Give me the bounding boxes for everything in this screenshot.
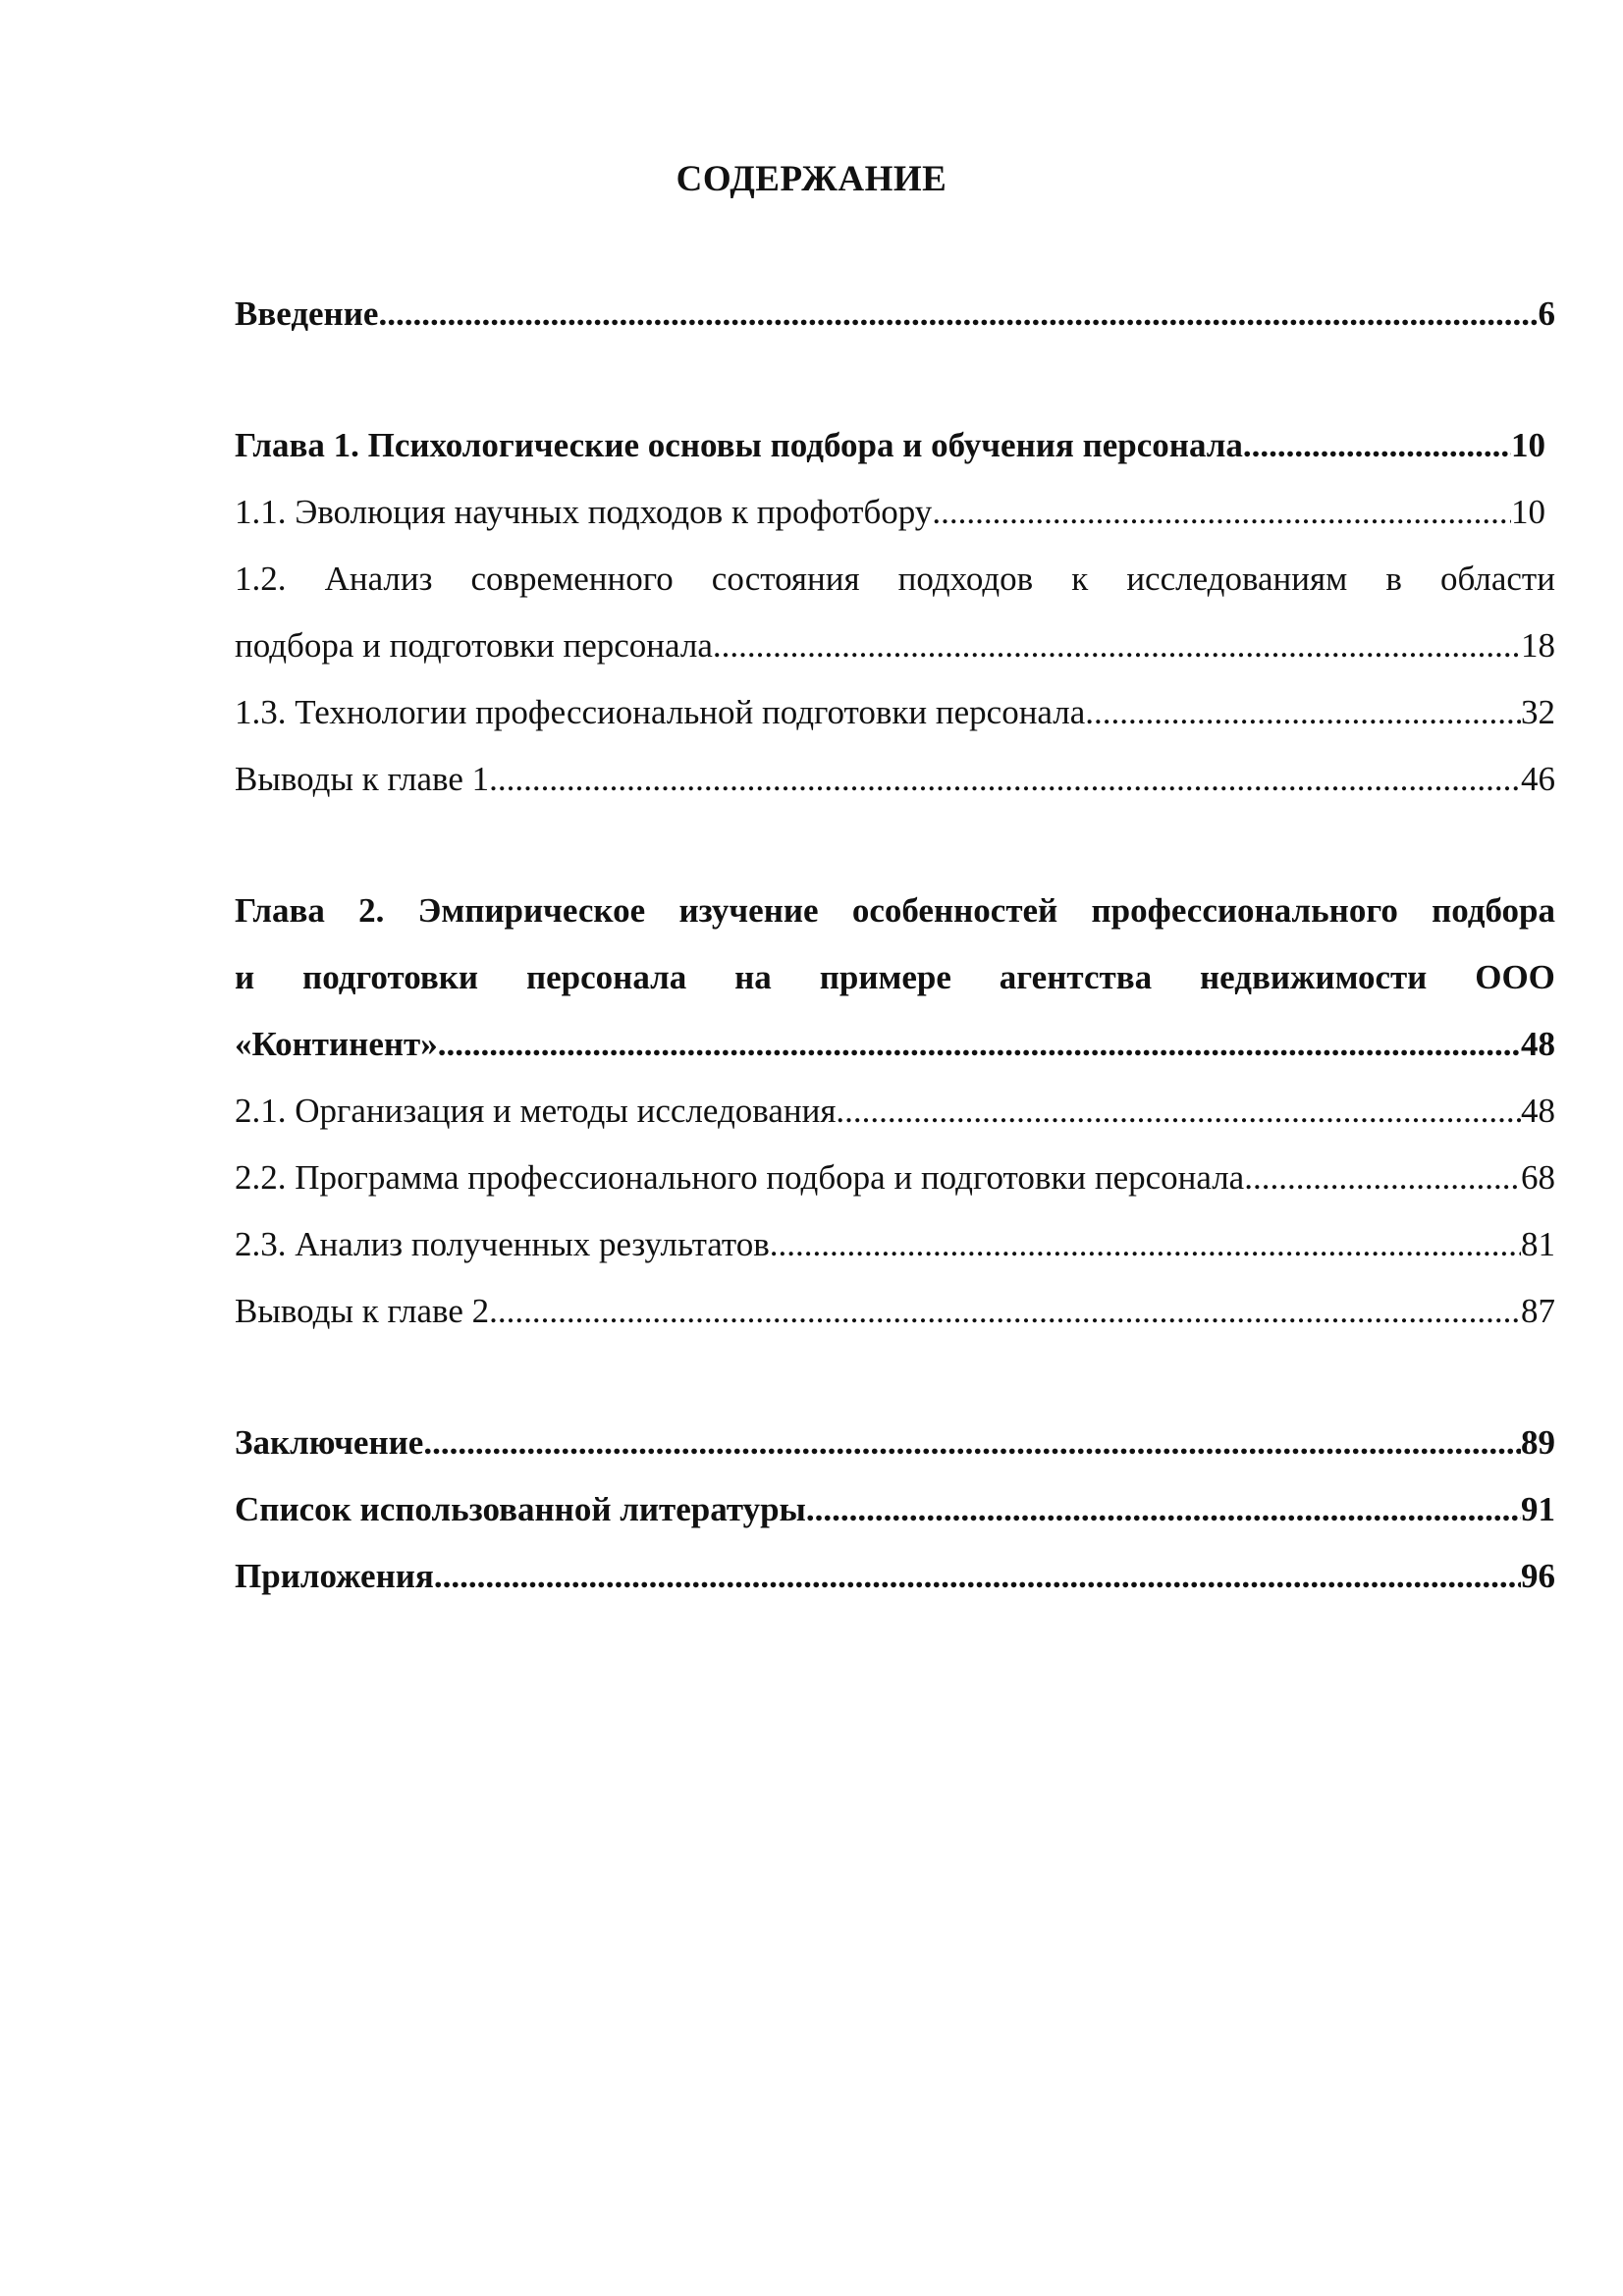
dot-leader xyxy=(489,1278,1521,1345)
toc-entry-label: 2.1. Организация и методы исследования xyxy=(235,1092,837,1130)
dot-leader xyxy=(770,1211,1521,1278)
toc-entry-chapter-1[interactable] xyxy=(235,412,1545,479)
toc-page-number: 81 xyxy=(1521,1225,1555,1263)
word: Эмпирическое xyxy=(417,891,646,930)
word: подготовки xyxy=(302,958,479,996)
word: Анализ xyxy=(324,560,433,598)
word: персонала xyxy=(525,958,687,996)
toc-entry-label: 2.2. Программа профессионального подбора и подготовки персонала xyxy=(235,1158,1245,1197)
toc-page-number: 32 xyxy=(1521,693,1555,731)
page-title: СОДЕРЖАНИЕ xyxy=(676,159,947,199)
dot-leader xyxy=(438,1011,1521,1078)
word: области xyxy=(1439,560,1555,598)
dot-leader xyxy=(434,1543,1521,1610)
toc-entry-label: Приложения xyxy=(235,1557,434,1595)
word: изучение xyxy=(678,891,819,930)
dot-leader xyxy=(489,746,1521,813)
dot-leader xyxy=(1085,679,1521,746)
toc-entry-label: Введение xyxy=(235,294,379,333)
dot-leader xyxy=(932,479,1511,546)
dot-leader xyxy=(1244,1145,1521,1211)
toc-entry-references[interactable] xyxy=(235,1476,1555,1543)
toc-entry-label: Выводы к главе 2 xyxy=(235,1292,490,1330)
toc-entry-section-2-3[interactable] xyxy=(235,1211,1555,1278)
toc-page-number: 68 xyxy=(1521,1158,1555,1197)
toc-entry-label: 1.1. Эволюция научных подходов к профотбору xyxy=(235,493,933,531)
toc-page-number: 87 xyxy=(1521,1292,1555,1330)
dot-leader xyxy=(836,1078,1521,1145)
toc-page-number: 89 xyxy=(1521,1423,1555,1462)
toc-entry-intro[interactable] xyxy=(235,281,1555,347)
toc-entry-label: подбора и подготовки персонала xyxy=(235,626,713,665)
toc-entry-section-1-3[interactable] xyxy=(235,679,1555,746)
toc-entry-section-2-2[interactable] xyxy=(235,1145,1555,1211)
word: особенностей xyxy=(851,891,1058,930)
word: профессионального xyxy=(1091,891,1398,930)
toc-entry-label: Заключение xyxy=(235,1423,424,1462)
toc-entry-section-1-1[interactable] xyxy=(235,479,1545,546)
toc-entry-section-2-1[interactable] xyxy=(235,1078,1555,1145)
toc-entry-section-1-2-line-1[interactable] xyxy=(235,546,1555,613)
toc-page-number: 48 xyxy=(1521,1092,1555,1130)
toc-page-number: 96 xyxy=(1521,1557,1555,1595)
dot-leader xyxy=(1243,412,1511,479)
toc-entry-label: Выводы к главе 1 xyxy=(235,760,490,798)
word: 2. xyxy=(358,891,385,930)
toc-entry-chapter-2-line-3[interactable] xyxy=(235,1011,1555,1078)
toc-page-number: 48 xyxy=(1521,1025,1555,1063)
toc-entry-section-1-2-line-2[interactable] xyxy=(235,613,1555,679)
word: современного xyxy=(470,560,674,598)
toc-entry-label: Список использованной литературы xyxy=(235,1490,806,1528)
toc-entry-label: 2.3. Анализ полученных результатов xyxy=(235,1225,770,1263)
toc-entry-label: 1.3. Технологии профессиональной подготовки персонала xyxy=(235,693,1086,731)
toc-entry-label: Глава 1. Психологические основы подбора и обучения персонала xyxy=(235,426,1243,464)
word: и xyxy=(235,958,255,996)
toc-entry-chapter-1-conclusions[interactable] xyxy=(235,746,1555,813)
dot-leader xyxy=(423,1410,1521,1476)
word: агентства xyxy=(999,958,1153,996)
toc-page-number: 10 xyxy=(1511,426,1545,464)
toc-entry-conclusion[interactable] xyxy=(235,1410,1555,1476)
word: подходов xyxy=(897,560,1034,598)
dot-leader xyxy=(806,1476,1521,1543)
word: в xyxy=(1385,560,1402,598)
toc-page-number: 46 xyxy=(1521,760,1555,798)
toc-page-number: 10 xyxy=(1511,493,1545,531)
word: Глава xyxy=(235,891,325,930)
word: недвижимости xyxy=(1200,958,1428,996)
toc-entry-chapter-2-line-2[interactable] xyxy=(235,944,1555,1011)
toc-entry-label: «Континент» xyxy=(235,1025,438,1063)
word: исследованиям xyxy=(1126,560,1348,598)
toc-entry-appendices[interactable] xyxy=(235,1543,1555,1610)
dot-leader xyxy=(713,613,1521,679)
word: подбора xyxy=(1432,891,1555,930)
toc-entry-chapter-2-line-1[interactable] xyxy=(235,878,1555,944)
word: состояния xyxy=(711,560,860,598)
toc-entry-chapter-2-conclusions[interactable] xyxy=(235,1278,1555,1345)
word: 1.2. xyxy=(235,560,287,598)
word: ООО xyxy=(1475,958,1555,996)
word: на xyxy=(734,958,772,996)
dot-leader xyxy=(378,281,1538,347)
word: примере xyxy=(819,958,951,996)
word: к xyxy=(1071,560,1089,598)
toc-page-number: 18 xyxy=(1521,626,1555,665)
toc-page-number: 6 xyxy=(1538,294,1555,333)
toc-page-number: 91 xyxy=(1521,1490,1555,1528)
